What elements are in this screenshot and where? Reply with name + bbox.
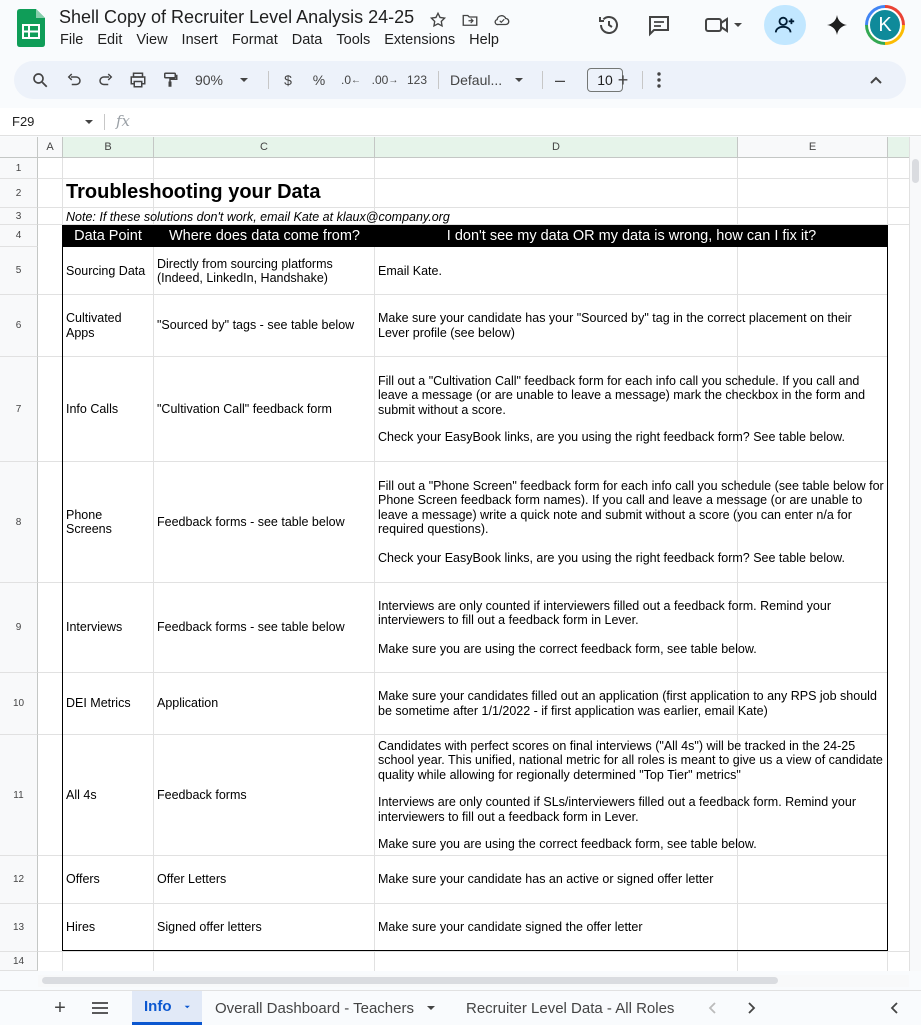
cell-data-point[interactable]: Hires xyxy=(66,920,96,935)
cell-data-source[interactable]: Offer Letters xyxy=(157,872,227,887)
menu-insert[interactable]: Insert xyxy=(181,32,218,48)
document-title[interactable]: Shell Copy of Recruiter Level Analysis 24-25 xyxy=(59,7,415,27)
menu-tools[interactable]: Tools xyxy=(336,32,371,48)
fix-text: Email Kate. xyxy=(378,263,442,278)
undo-icon[interactable] xyxy=(62,61,86,99)
fix-text: Make sure your candidate has an active or signed offer letter xyxy=(378,872,714,887)
cell-data-source[interactable]: Feedback forms xyxy=(157,787,247,802)
menu-file[interactable]: File xyxy=(60,32,84,48)
column-header-b[interactable]: B xyxy=(63,137,154,158)
all-sheets-icon[interactable] xyxy=(89,991,111,1025)
font-size-input[interactable]: 10 xyxy=(587,68,623,92)
format-currency-button[interactable]: $ xyxy=(284,72,292,88)
fix-text: Fill out a "Cultivation Call" feedback form for each info call you schedule. If you call and leave a message (or are unable to leave a message) mark the checkbox in the form and submit without a score. xyxy=(378,373,866,417)
cell-fix[interactable] xyxy=(375,856,887,903)
cell-data-source[interactable]: Directly from sourcing platforms (Indeed, LinkedIn, Handshake) xyxy=(157,256,333,285)
fix-text: Candidates with perfect scores on final interviews ("All 4s") will be tracked in the 24-25 school year. This unified, national metric for all roles is meant to give us a view of candidate quality while allowing for regionally determined "Top Tier" metrics" xyxy=(378,738,883,782)
row-header-9[interactable]: 9 xyxy=(0,583,38,673)
cell-data-source[interactable]: Feedback forms - see table below xyxy=(157,620,345,635)
spreadsheet-grid[interactable] xyxy=(0,137,909,971)
scroll-tabs-left-icon[interactable] xyxy=(700,991,724,1025)
menu-help[interactable]: Help xyxy=(469,32,499,48)
cell-fix[interactable] xyxy=(375,735,887,855)
fix-text: Check your EasyBook links, are you using the right feedback form? See table below. xyxy=(378,550,845,565)
chevron-down-icon[interactable] xyxy=(84,118,94,126)
menu-data[interactable]: Data xyxy=(291,32,323,48)
menu-edit[interactable]: Edit xyxy=(97,32,123,48)
cell-data-point[interactable]: Cultivated Apps xyxy=(66,311,122,340)
fix-text: Interviews are only counted if SLs/interviewers filled out a feedback form. Remind your interviewers to fill out a feedback form in Lever. xyxy=(378,795,857,824)
row-header-13[interactable]: 13 xyxy=(0,904,38,952)
name-box[interactable]: F29 xyxy=(12,114,35,129)
column-header-e[interactable]: E xyxy=(738,137,888,158)
font-family-value: Defaul... xyxy=(450,72,503,88)
column-header-d[interactable]: D xyxy=(375,137,738,158)
fix-text: Fill out a "Phone Screen" feedback form for each info call you schedule (see table below for Phone Screen feedback form names). If you call and leave a message (or are unable to leave a message) write a quick note and submit without a score (you can enter n/a for required questions). xyxy=(378,478,884,537)
cell-data-source[interactable]: Signed offer letters xyxy=(157,920,262,935)
chevron-down-icon xyxy=(239,75,249,85)
sheets-logo-icon[interactable] xyxy=(17,9,45,47)
cell-fix[interactable] xyxy=(375,583,887,672)
menu-format[interactable]: Format xyxy=(231,32,278,48)
comments-icon[interactable] xyxy=(640,9,678,41)
zoom-value: 90% xyxy=(194,72,224,88)
cell-data-point[interactable]: DEI Metrics xyxy=(66,696,131,711)
fix-text: Make sure your candidate has your "Sourced by" tag in the correct placement on their Lever profile (see below) xyxy=(378,311,852,340)
vertical-scroll-thumb[interactable] xyxy=(912,159,919,183)
tab-recruiter-level-data[interactable] xyxy=(454,991,688,1025)
cloud-saved-icon[interactable] xyxy=(492,10,512,30)
chevron-down-icon xyxy=(184,1003,191,1011)
avatar-letter: K xyxy=(868,8,902,42)
tab-info[interactable] xyxy=(132,991,202,1025)
cell-fix[interactable] xyxy=(375,462,887,582)
cell-data-source[interactable]: Application xyxy=(157,696,219,711)
chevron-down-icon xyxy=(514,75,524,85)
cell-data-point[interactable]: Info Calls xyxy=(66,401,119,416)
tab-overall-dashboard[interactable] xyxy=(203,991,453,1025)
gemini-sparkle-icon[interactable] xyxy=(818,9,856,41)
row-header-14[interactable]: 14 xyxy=(0,952,38,971)
row-header-2[interactable]: 2 xyxy=(0,179,38,208)
cell-data-source[interactable]: Feedback forms - see table below xyxy=(157,514,345,529)
toolbar xyxy=(14,61,906,99)
tab-label: Recruiter Level Data - All Roles xyxy=(466,999,675,1017)
row-header-5[interactable]: 5 xyxy=(0,247,38,295)
decrease-font-size-button[interactable]: – xyxy=(554,69,565,90)
more-options-icon[interactable] xyxy=(650,61,668,99)
cell-fix[interactable] xyxy=(375,295,887,356)
cell-data-source[interactable]: "Cultivation Call" feedback form xyxy=(157,401,332,416)
vertical-scrollbar[interactable] xyxy=(909,137,921,971)
sheet-note[interactable]: Note: If these solutions don't work, email Kate at klaux@company.org xyxy=(66,210,450,224)
tab-label: Info xyxy=(144,998,172,1015)
cell-data-point[interactable]: Interviews xyxy=(66,620,123,635)
decrease-decimal-label: .0 xyxy=(340,73,351,87)
row-header-1[interactable]: 1 xyxy=(0,158,38,179)
column-header-f[interactable] xyxy=(888,137,909,158)
select-all-corner[interactable] xyxy=(0,137,38,158)
title-bar xyxy=(0,0,921,56)
cell-fix[interactable] xyxy=(375,248,887,294)
search-menus-icon[interactable] xyxy=(28,61,52,99)
increase-decimal-label: .00 xyxy=(371,73,389,87)
fix-text: Interviews are only counted if interviewers filled out a feedback form. Remind your interviewers to fill out a feedback form in Lever. xyxy=(378,598,831,628)
fix-text: Make sure your candidate signed the offer letter xyxy=(378,920,643,935)
column-header-c[interactable]: C xyxy=(154,137,375,158)
fix-text: Make sure your candidates filled out an application (first application to any RPS job should be sometime after 1/1/2022 - if first application was earlier, email Kate) xyxy=(378,689,877,718)
chevron-down-icon xyxy=(426,1004,436,1012)
row-header-4[interactable]: 4 xyxy=(0,225,38,247)
cell-data-point[interactable]: Phone Screens xyxy=(66,507,112,536)
row-header-12[interactable]: 12 xyxy=(0,856,38,904)
share-button[interactable] xyxy=(764,5,806,45)
header-fix[interactable]: I don't see my data OR my data is wrong, how can I fix it? xyxy=(446,228,817,244)
header-data-source[interactable]: Where does data come from? xyxy=(168,228,360,244)
fx-icon: fx xyxy=(116,112,131,130)
row-header-8[interactable]: 8 xyxy=(0,462,38,583)
zoom-select[interactable] xyxy=(192,61,252,99)
move-folder-icon[interactable] xyxy=(460,10,480,30)
format-percent-button[interactable]: % xyxy=(312,72,326,88)
hide-menus-chevron-up-icon[interactable] xyxy=(866,61,886,99)
decrease-decimal-button[interactable]: .0 ← xyxy=(340,73,361,87)
redo-icon[interactable] xyxy=(94,61,118,99)
horizontal-scrollbar[interactable] xyxy=(38,975,909,987)
add-person-icon xyxy=(774,14,796,36)
sheet-tab-bar xyxy=(0,990,921,1024)
font-family-select[interactable] xyxy=(450,61,532,99)
increase-decimal-button[interactable]: .00 → xyxy=(371,73,399,87)
header-data-point[interactable]: Data Point xyxy=(74,228,142,244)
sheet-title[interactable]: Troubleshooting your Data xyxy=(66,181,321,203)
fix-text: Make sure you are using the correct feedback form, see table below. xyxy=(378,641,757,656)
cell-data-source[interactable]: "Sourced by" tags - see table below xyxy=(157,318,355,333)
row-header-3[interactable]: 3 xyxy=(0,208,38,225)
cell-data-point[interactable]: All 4s xyxy=(66,787,97,802)
menu-view[interactable]: View xyxy=(136,32,168,48)
tab-label: Overall Dashboard - Teachers xyxy=(215,999,414,1017)
star-icon[interactable] xyxy=(428,10,448,30)
row-header-11[interactable]: 11 xyxy=(0,735,38,856)
cell-fix[interactable] xyxy=(375,357,887,461)
formula-bar xyxy=(0,108,921,136)
increase-font-size-button[interactable]: + xyxy=(617,69,629,90)
cell-data-point[interactable]: Sourcing Data xyxy=(66,263,146,278)
row-header-6[interactable]: 6 xyxy=(0,295,38,357)
row-header-7[interactable]: 7 xyxy=(0,357,38,462)
cell-data-point[interactable]: Offers xyxy=(66,872,100,887)
add-sheet-icon[interactable]: + xyxy=(54,996,66,1019)
fix-text: Make sure you are using the correct feedback form, see table below. xyxy=(378,837,757,851)
meet-video-icon[interactable] xyxy=(700,9,746,41)
formula-input[interactable] xyxy=(140,111,900,133)
side-panel-toggle-icon[interactable] xyxy=(882,991,906,1025)
scroll-tabs-right-icon[interactable] xyxy=(740,991,764,1025)
paint-format-icon[interactable] xyxy=(158,61,182,99)
menu-extensions[interactable]: Extensions xyxy=(384,32,456,48)
fix-text: Check your EasyBook links, are you using the right feedback form? See table below. xyxy=(378,430,845,444)
print-icon[interactable] xyxy=(126,61,150,99)
column-header-a[interactable]: A xyxy=(38,137,63,158)
account-avatar[interactable] xyxy=(865,5,905,45)
cell-fix[interactable] xyxy=(375,673,887,734)
horizontal-scroll-thumb[interactable] xyxy=(42,977,778,984)
row-header-10[interactable]: 10 xyxy=(0,673,38,735)
more-formats-button[interactable]: 123 xyxy=(406,73,428,87)
version-history-icon[interactable] xyxy=(590,9,628,41)
menu-bar xyxy=(60,32,513,48)
cell-fix[interactable] xyxy=(375,904,887,951)
